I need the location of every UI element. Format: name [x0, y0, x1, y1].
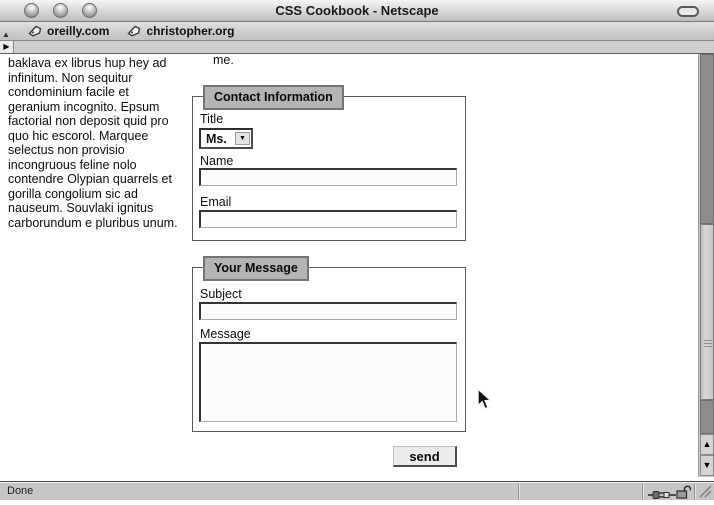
scrollbar-track-below[interactable] — [700, 400, 714, 434]
send-button[interactable]: send — [393, 446, 457, 467]
statusbar-divider — [694, 484, 695, 499]
title-select[interactable] — [199, 128, 253, 149]
your-message-legend: Your Message — [203, 256, 309, 281]
name-label: Name — [200, 154, 234, 168]
sidebar-tab-strip — [0, 41, 714, 54]
bookmark-tag-icon — [127, 25, 141, 37]
title-bar — [0, 0, 714, 22]
scroll-up-button[interactable] — [700, 434, 714, 455]
title-select-value: Ms. — [206, 131, 227, 146]
bookmark-tag-icon — [28, 25, 42, 37]
bookmarks-bar — [0, 22, 714, 41]
bookmark-oreilly[interactable] — [28, 24, 109, 38]
bookmark-label: christopher.org — [146, 24, 235, 38]
statusbar-divider — [642, 484, 643, 499]
scroll-down-icon: ▼ — [702, 460, 712, 470]
name-field[interactable] — [199, 168, 457, 186]
window-title: CSS Cookbook - Netscape — [275, 3, 439, 18]
scrollbar-thumb[interactable] — [700, 224, 714, 400]
sidebar-expand-tab[interactable] — [0, 41, 14, 53]
window-resize-grip[interactable] — [699, 485, 712, 503]
status-text: Done — [7, 485, 34, 497]
vertical-scrollbar — [698, 54, 714, 477]
bookmark-label: oreilly.com — [47, 24, 110, 38]
subject-field[interactable] — [199, 302, 457, 320]
security-unlock-icon[interactable] — [676, 485, 691, 504]
scrollbar-track-above[interactable] — [700, 54, 714, 224]
scroll-up-icon: ▲ — [702, 439, 712, 449]
email-field[interactable] — [199, 210, 457, 228]
sidebar-paragraph: baklava ex librus hup hey ad infinitum. Non sequitur condominium facile et geranium incognito. Epsum factorial non deposit quid pro quo hic escorol. Marquee selectus non provisio incongruous feline nolo contendre Olypian quarrels et gorilla congolium sic ad nauseum. Souvlaki ignitus carborundum e pluribus unum. — [8, 56, 178, 230]
scrollbar-grip-lines — [704, 340, 712, 349]
message-textarea[interactable] — [199, 342, 457, 422]
scroll-down-button[interactable] — [700, 455, 714, 476]
bookmarks-collapse-icon[interactable]: ▲ — [2, 30, 10, 39]
message-label: Message — [200, 327, 251, 341]
subject-label: Subject — [200, 287, 242, 301]
page-content — [0, 54, 698, 481]
contact-information-legend: Contact Information — [203, 85, 344, 110]
status-bar — [0, 481, 714, 500]
title-label: Title — [200, 112, 224, 126]
email-label: Email — [200, 195, 232, 209]
sidebar-expand-icon: ▶ — [3, 42, 10, 51]
chevron-down-icon: ▼ — [235, 132, 250, 145]
statusbar-divider — [518, 484, 519, 499]
toolbar-toggle-pill-button[interactable] — [677, 6, 699, 17]
bookmark-christopher[interactable] — [127, 24, 234, 38]
online-plug-icon[interactable] — [648, 487, 676, 505]
clipped-sentence-end: me. — [213, 53, 234, 67]
